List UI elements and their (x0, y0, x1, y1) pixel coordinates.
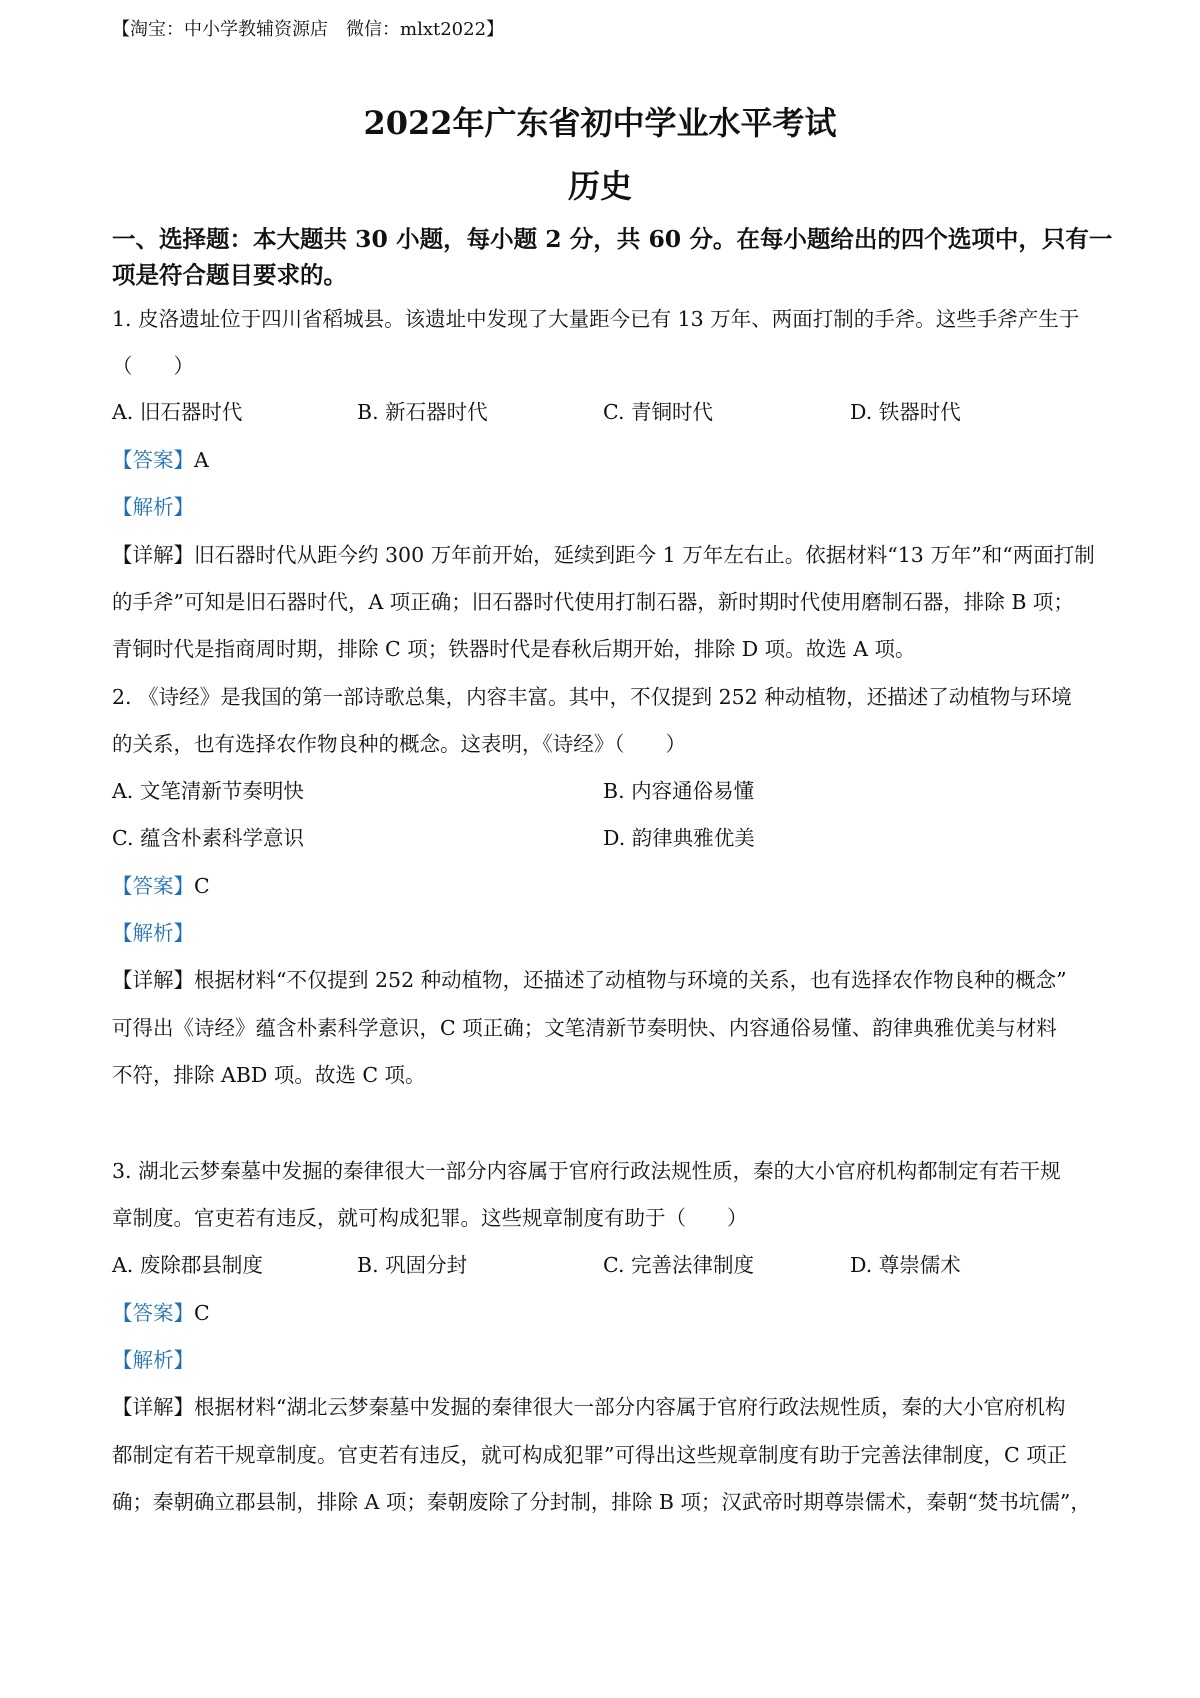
answer-tag: 答案 (132, 874, 174, 898)
q2-detail-text-1: 根据材料“不仅提到 252 种动植物，还描述了动植物与环境的关系，也有选择农作物良种的概念” (194, 968, 1067, 992)
q2-stem-line-2: 的关系，也有选择农作物良种的概念。这表明，《诗经》（ ） (112, 732, 686, 756)
section-heading (112, 221, 1113, 293)
q1-answer (112, 446, 209, 474)
q3-answer (112, 1299, 210, 1327)
answer-bracket-close: 】 (173, 1301, 194, 1325)
analysis-bracket-close: 】 (173, 1348, 194, 1372)
header-note: 【淘宝：中小学教辅资源店 微信：mlxt2022】 (112, 19, 505, 40)
analysis-bracket-close: 】 (173, 921, 194, 945)
q2-stem-line-1: 2. 《诗经》是我国的第一部诗歌总集，内容丰富。其中，不仅提到 252 种动植物，还描述了动植物与环境 (112, 685, 1072, 709)
analysis-bracket-open: 【 (112, 921, 133, 945)
q1-option-d: D. 铁器时代 (850, 400, 961, 424)
q3-option-b: B. 巩固分封 (357, 1253, 468, 1277)
answer-bracket-close: 】 (173, 874, 194, 898)
q1-option-c: C. 青铜时代 (603, 400, 713, 424)
q3-detail-line-1 (112, 1393, 1065, 1421)
q3-option-d: D. 尊崇儒术 (850, 1253, 961, 1277)
q1-analysis (112, 493, 194, 521)
answer-bracket-close: 】 (173, 448, 194, 472)
q2-detail-line-2: 可得出《诗经》蕴含朴素科学意识，C 项正确；文笔清新节奏明快、内容通俗易懂、韵律典雅优美与材料 (112, 1016, 1057, 1040)
subject-title: 历史 (567, 167, 632, 205)
q2-detail-line-3: 不符，排除 ABD 项。故选 C 项。 (112, 1063, 426, 1087)
analysis-bracket-open: 【 (112, 1348, 133, 1372)
section-heading-line-1: 一、选择题：本大题共 30 小题，每小题 2 分，共 60 分。在每小题给出的四个选项中，只有一 (112, 225, 1113, 253)
section-heading-line-2: 项是符合题目要求的。 (112, 261, 347, 289)
answer-bracket-open: 【 (112, 1301, 133, 1325)
q3-answer-value: C (194, 1301, 210, 1325)
q1-detail-text-1: 旧石器时代从距今约 300 万年前开始，延续到距今 1 万年左右止。依据材料“13 万年”和“两面打制 (194, 543, 1095, 567)
q1-option-a: A. 旧石器时代 (112, 400, 243, 424)
q3-detail-line-2: 都制定有若干规章制度。官吏若有违反，就可构成犯罪”可得出这些规章制度有助于完善法律制度，C 项正 (112, 1443, 1068, 1467)
answer-tag: 答案 (132, 1301, 174, 1325)
q1-detail-line-2: 的手斧”可知是旧石器时代，A 项正确；旧石器时代使用打制石器，新时期时代使用磨制石器，排除 B 项； (112, 590, 1074, 614)
q1-answer-value: A (194, 448, 209, 472)
q3-stem-line-2: 章制度。官吏若有违反，就可构成犯罪。这些规章制度有助于（ ） (112, 1206, 748, 1230)
q3-option-c: C. 完善法律制度 (603, 1253, 754, 1277)
detail-tag: 【详解】 (112, 543, 194, 567)
q3-stem-line-1: 3. 湖北云梦秦墓中发掘的秦律很大一部分内容属于官府行政法规性质，秦的大小官府机构都制定有若干规 (112, 1159, 1061, 1183)
detail-tag: 【详解】 (112, 1395, 194, 1419)
q2-option-a: A. 文笔清新节奏明快 (112, 779, 304, 803)
analysis-bracket-close: 】 (173, 495, 194, 519)
q2-answer-value: C (194, 874, 210, 898)
q2-detail-line-1 (112, 966, 1067, 994)
detail-tag: 【详解】 (112, 968, 194, 992)
q2-option-d: D. 韵律典雅优美 (603, 826, 755, 850)
analysis-bracket-open: 【 (112, 495, 133, 519)
answer-bracket-open: 【 (112, 874, 133, 898)
q1-detail-line-3: 青铜时代是指商周时期，排除 C 项；铁器时代是春秋后期开始，排除 D 项。故选 A 项。 (112, 637, 916, 661)
q1-stem-line-1: 1. 皮洛遗址位于四川省稻城县。该遗址中发现了大量距今已有 13 万年、两面打制的手斧。这些手斧产生于 (112, 307, 1080, 331)
analysis-tag: 解析 (132, 495, 174, 519)
exam-title: 2022年广东省初中学业水平考试 (363, 104, 837, 142)
analysis-tag: 解析 (132, 921, 174, 945)
q3-detail-text-1: 根据材料“湖北云梦秦墓中发掘的秦律很大一部分内容属于官府行政法规性质，秦的大小官府机构 (194, 1395, 1066, 1419)
q1-option-b: B. 新石器时代 (357, 400, 488, 424)
q3-detail-line-3: 确；秦朝确立郡县制，排除 A 项；秦朝废除了分封制，排除 B 项；汉武帝时期尊崇儒术，秦朝“焚书坑儒”， (112, 1490, 1091, 1514)
q1-detail-line-1 (112, 541, 1095, 569)
q2-analysis (112, 919, 194, 947)
q3-analysis (112, 1346, 194, 1374)
q2-option-b: B. 内容通俗易懂 (603, 779, 755, 803)
q2-answer (112, 872, 210, 900)
q1-stem-line-2: （ ） (112, 354, 194, 378)
analysis-tag: 解析 (132, 1348, 174, 1372)
q3-option-a: A. 废除郡县制度 (112, 1253, 263, 1277)
answer-tag: 答案 (132, 448, 174, 472)
answer-bracket-open: 【 (112, 448, 133, 472)
q2-option-c: C. 蕴含朴素科学意识 (112, 826, 304, 850)
